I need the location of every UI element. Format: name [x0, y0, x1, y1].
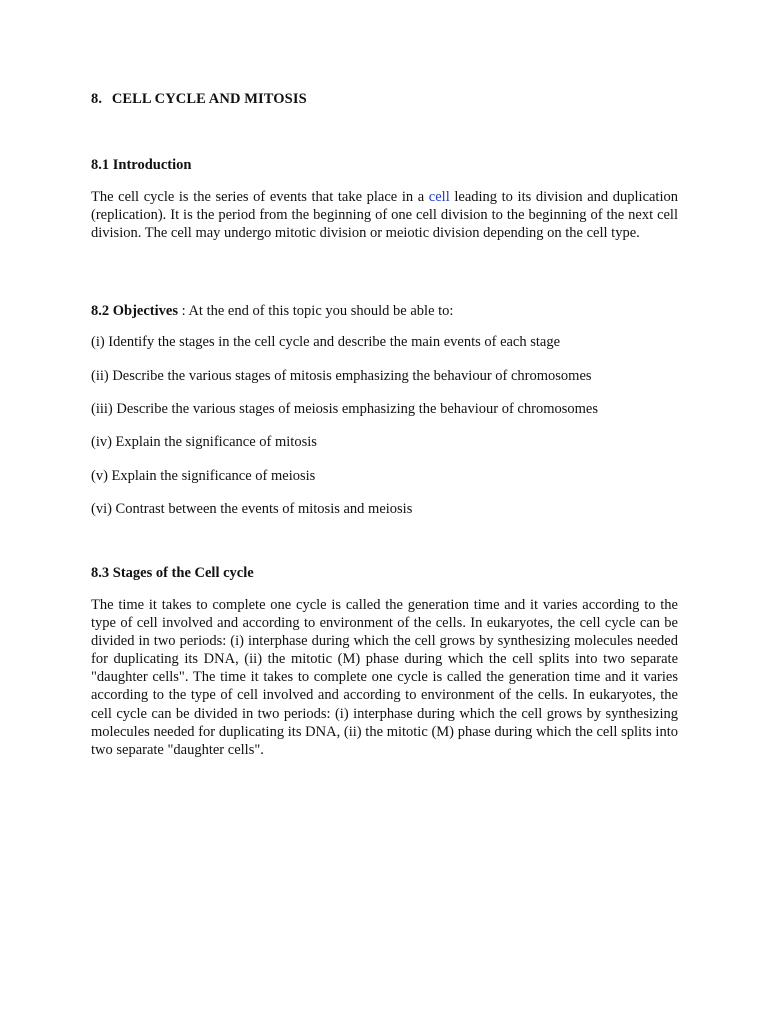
- section-heading-objectives: 8.2 Objectives: [91, 303, 178, 319]
- objective-item: (vi) Contrast between the events of mitosis and meiosis: [91, 501, 413, 517]
- chapter-title: [91, 91, 307, 108]
- objective-item: (v) Explain the significance of meiosis: [91, 468, 316, 484]
- cell-link[interactable]: cell: [428, 189, 450, 205]
- stages-paragraph: The time it takes to complete one cycle is called the generation time and it varies according to the type of cell involved and according to environment of the cells. In eukaryotes, the cell cycle can be divided in two periods: (i) interphase during which the cell grows by synthesizing molecules needed for duplicating its DNA, (ii) the mitotic (M) phase during which the cell splits into two separate "daughter cells". The time it takes to complete one cycle is called the generation time and it varies according to the type of cell involved and according to environment of the cells. In eukaryotes, the cell cycle can be divided in two periods: (i) interphase during which the cell grows by synthesizing molecules needed for duplicating its DNA, (ii) the mitotic (M) phase during which the cell splits into two separate "daughter cells".: [91, 597, 678, 758]
- section-heading-stages: 8.3 Stages of the Cell cycle: [91, 565, 254, 581]
- objectives-line: [91, 303, 453, 320]
- section-heading-introduction: 8.1 Introduction: [91, 157, 192, 173]
- objective-item: (iii) Describe the various stages of meiosis emphasizing the behaviour of chromosomes: [91, 401, 598, 417]
- chapter-title-text: CELL CYCLE AND MITOSIS: [111, 91, 307, 107]
- introduction-text-end: leading to its division and duplication (replication). It is the period from the beginning of one cell division to the beginning of the next cell division. The cell may undergo mitotic division or meiotic division depending on the cell type.: [91, 189, 678, 242]
- introduction-text-start: The cell cycle is the series of events that take place in a: [91, 189, 429, 205]
- chapter-number: 8.: [91, 91, 103, 107]
- objective-item: (ii) Describe the various stages of mitosis emphasizing the behaviour of chromosomes: [91, 368, 592, 384]
- introduction-paragraph: [91, 188, 678, 242]
- objective-item: (iv) Explain the significance of mitosis: [91, 434, 317, 450]
- objectives-lead: : At the end of this topic you should be able to:: [177, 303, 454, 319]
- objective-item: (i) Identify the stages in the cell cycle and describe the main events of each stage: [91, 334, 561, 350]
